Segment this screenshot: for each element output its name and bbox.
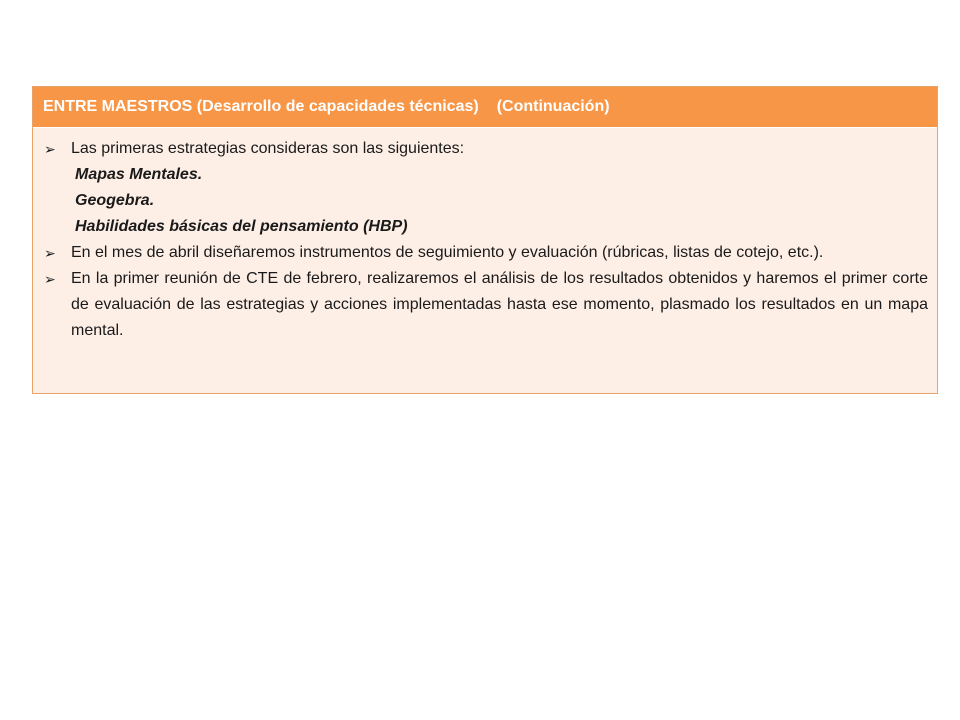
arrow-right-bullet-icon: ➢	[44, 141, 56, 157]
header-title: ENTRE MAESTROS (Desarrollo de capacidades técnicas)	[43, 98, 479, 115]
strategy-list	[44, 162, 928, 240]
strategy-item: Geogebra.	[75, 192, 155, 209]
list-item-text: En el mes de abril diseñaremos instrumentos de seguimiento y evaluación (rúbricas, listas de cotejo, etc.).	[71, 244, 824, 261]
strategy-item: Habilidades básicas del pensamiento (HBP)	[75, 218, 408, 235]
arrow-right-bullet-icon: ➢	[44, 271, 56, 287]
content-table	[32, 86, 938, 394]
arrow-right-bullet-icon: ➢	[44, 245, 56, 261]
header-subtitle: (Continuación)	[496, 98, 610, 115]
list-item	[44, 240, 928, 266]
list-item	[44, 266, 928, 344]
list-item-text: Las primeras estrategias consideras son las siguientes:	[71, 140, 465, 157]
table-body	[33, 128, 937, 393]
strategy-item: Mapas Mentales.	[75, 166, 203, 183]
table-header	[33, 87, 937, 128]
list-item-text: En la primer reunión de CTE de febrero, realizaremos el análisis de los resultados obtenidos y haremos el primer corte de evaluación de las estrategias y acciones implementadas hasta ese momento, plasmado los resultados en un mapa mental.	[71, 270, 928, 339]
list-item	[44, 136, 928, 162]
